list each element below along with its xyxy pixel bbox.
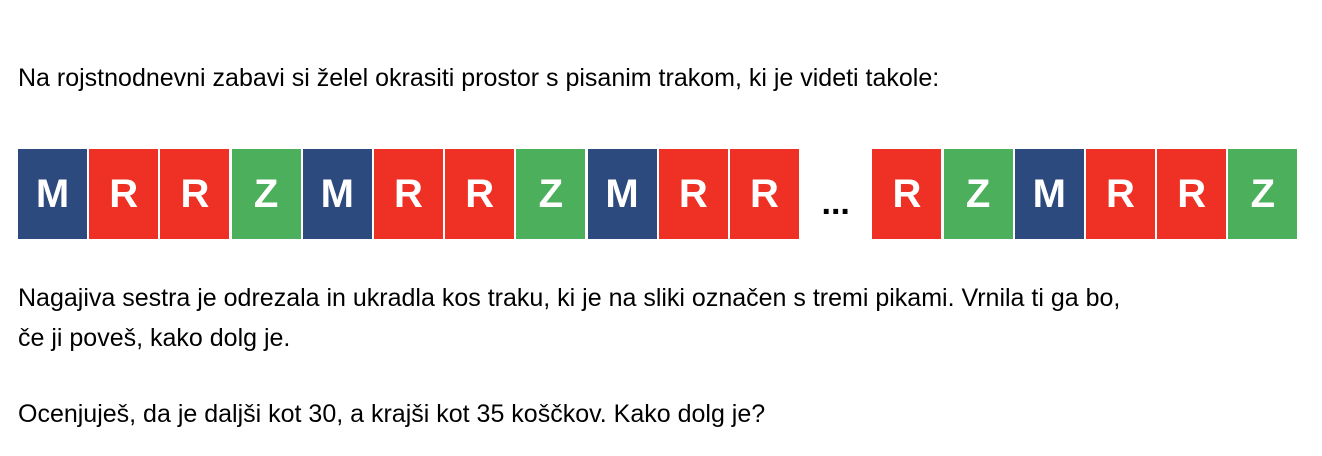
ribbon-tile-z: Z [1228,149,1297,239]
intro-text: Na rojstnodnevni zabavi si želel okrasiti prostor s pisanim trakom, ki je videti takole: [18,64,940,92]
ribbon-tile-r: R [374,149,443,239]
ribbon-tile-z: Z [944,149,1013,239]
story-text-line-1: Nagajiva sestra je odrezala in ukradla kos traku, ki je na sliki označen s tremi pikami. Vrnila ti ga bo, [18,284,1121,312]
ribbon-strip [18,149,1298,239]
question-text: Ocenjuješ, da je daljši kot 30, a krajši kot 35 koščkov. Kako dolg je? [18,400,766,428]
ribbon-missing-dots: ... [821,183,850,222]
ribbon-tile-m: M [303,149,372,239]
ribbon-tile-r: R [730,149,799,239]
ribbon-tile-z: Z [516,149,585,239]
ribbon-tile-r: R [160,149,229,239]
ribbon-tile-r: R [1086,149,1155,239]
story-text-line-2: če ji poveš, kako dolg je. [18,324,291,352]
ribbon-tile-m: M [1015,149,1084,239]
ribbon-tile-r: R [872,149,941,239]
ribbon-tile-r: R [659,149,728,239]
ribbon-tile-r: R [445,149,514,239]
ribbon-tile-m: M [18,149,87,239]
ribbon-tile-z: Z [232,149,301,239]
ribbon-tile-m: M [588,149,657,239]
ribbon-tile-r: R [1157,149,1226,239]
ribbon-tile-r: R [89,149,158,239]
